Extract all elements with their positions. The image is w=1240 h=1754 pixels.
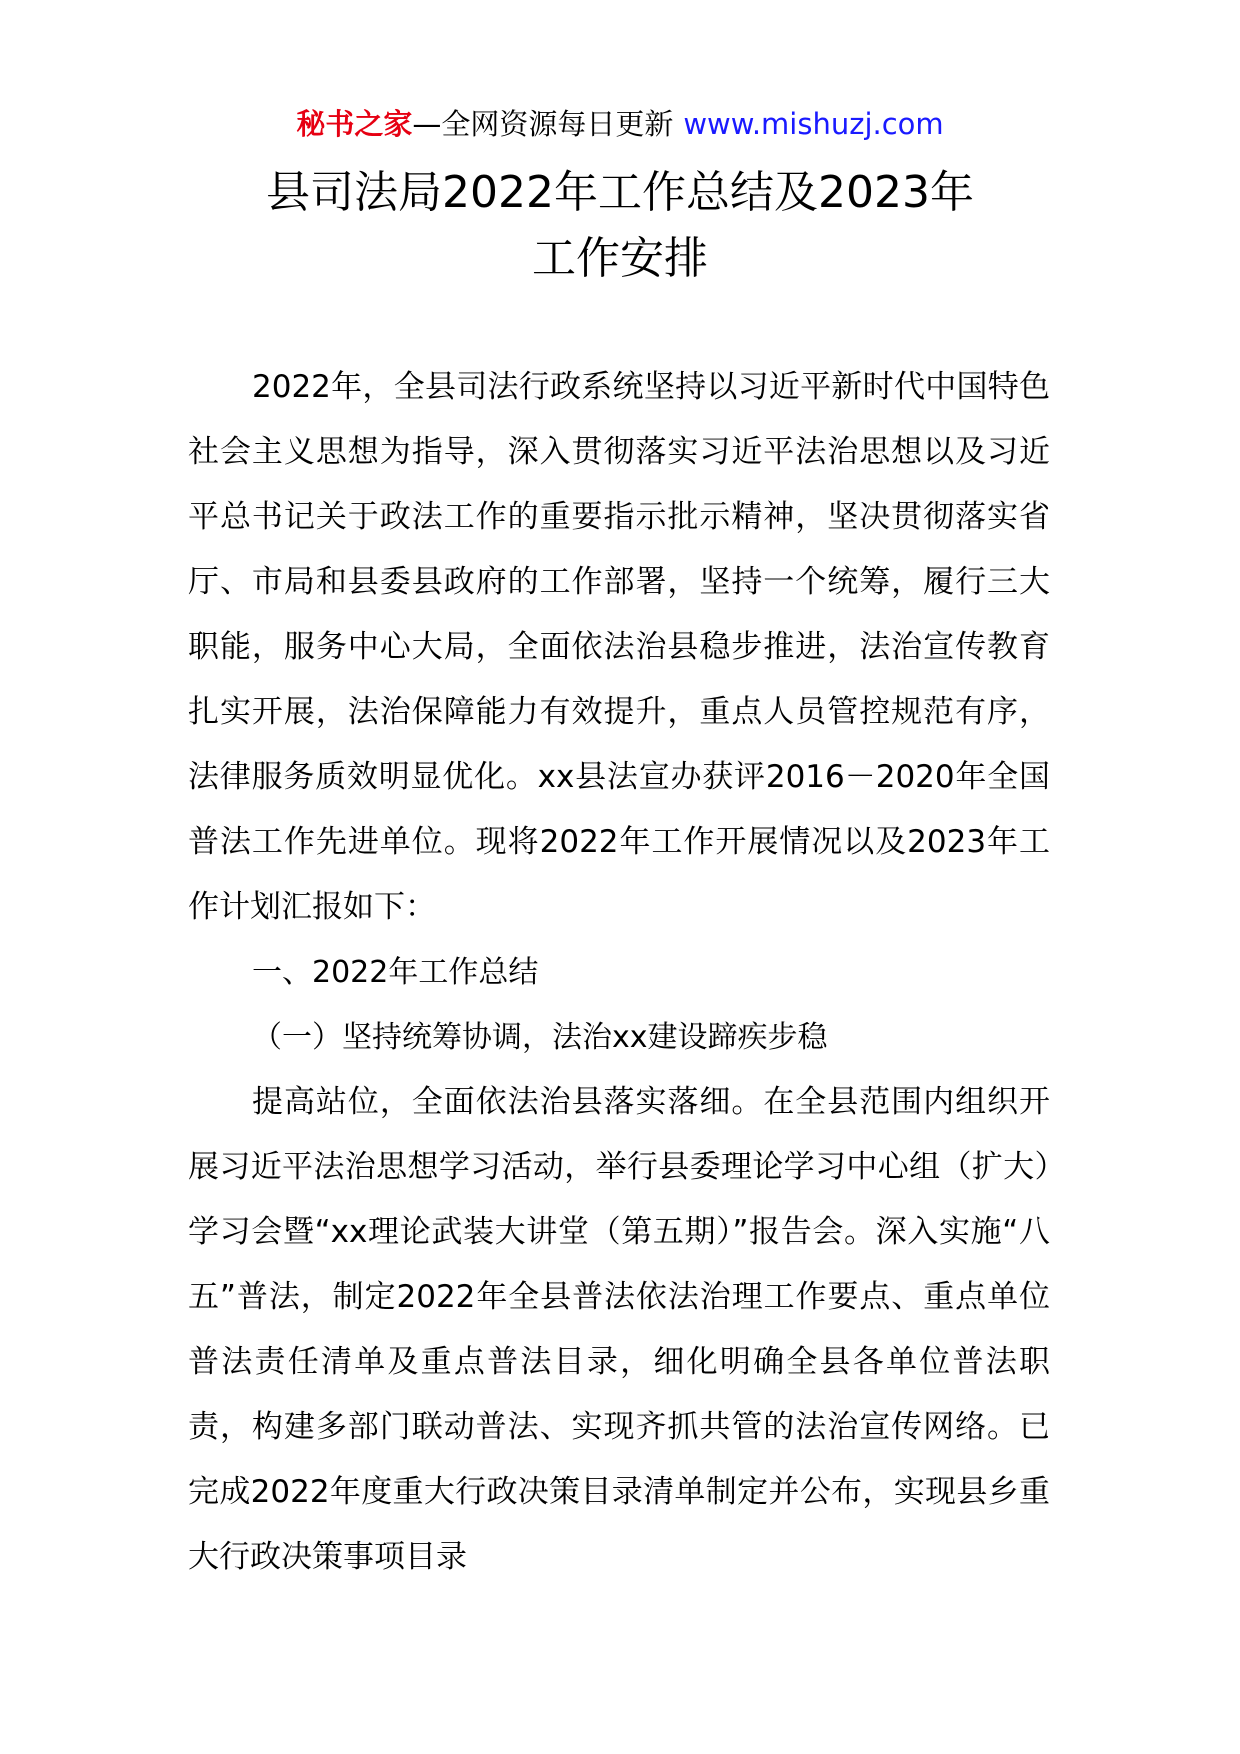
brand-name: 秘书之家: [296, 107, 413, 141]
title-line-1: 县司法局2022年工作总结及2023年: [266, 167, 974, 218]
title-line-2: 工作安排: [532, 233, 708, 284]
document-body: [188, 355, 1050, 1590]
subsection-heading: （一）坚持统筹协调，法治xx建设蹄疾步稳: [252, 1020, 828, 1055]
watermark-header: [0, 104, 1240, 144]
site-url-link[interactable]: www.mishuzj.com: [683, 107, 944, 141]
intro-paragraph: 2022年，全县司法行政系统坚持以习近平新时代中国特色社会主义思想为指导，深入贯彻落实习近平法治思想以及习近平总书记关于政法工作的重要指示批示精神，坚决贯彻落实省厅、市局和县委县政府的工作部署，坚持一个统筹，履行三大职能，服务中心大局，全面依法治县稳步推进，法治宣传教育扎实开展，法治保障能力有效提升，重点人员管控规范有序，法律服务质效明显优化。xx县法宣办获评2016－2020年全国普法工作先进单位。现将2022年工作开展情况以及2023年工作计划汇报如下：: [188, 369, 1050, 925]
section-heading: 一、2022年工作总结: [252, 955, 539, 990]
header-slogan: —全网资源每日更新: [412, 107, 674, 141]
body-paragraph: 提高站位，全面依法治县落实落细。在全县范围内组织开展习近平法治思想学习活动，举行县委理论学习中心组（扩大）学习会暨“xx理论武装大讲堂（第五期）”报告会。深入实施“八五”普法，制定2022年全县普法依法治理工作要点、重点单位普法责任清单及重点普法目录，细化明确全县各单位普法职责，构建多部门联动普法、实现齐抓共管的法治宣传网络。已完成2022年度重大行政决策目录清单制定并公布，实现县乡重大行政决策事项目录: [188, 1084, 1050, 1575]
document-title: [0, 160, 1240, 292]
